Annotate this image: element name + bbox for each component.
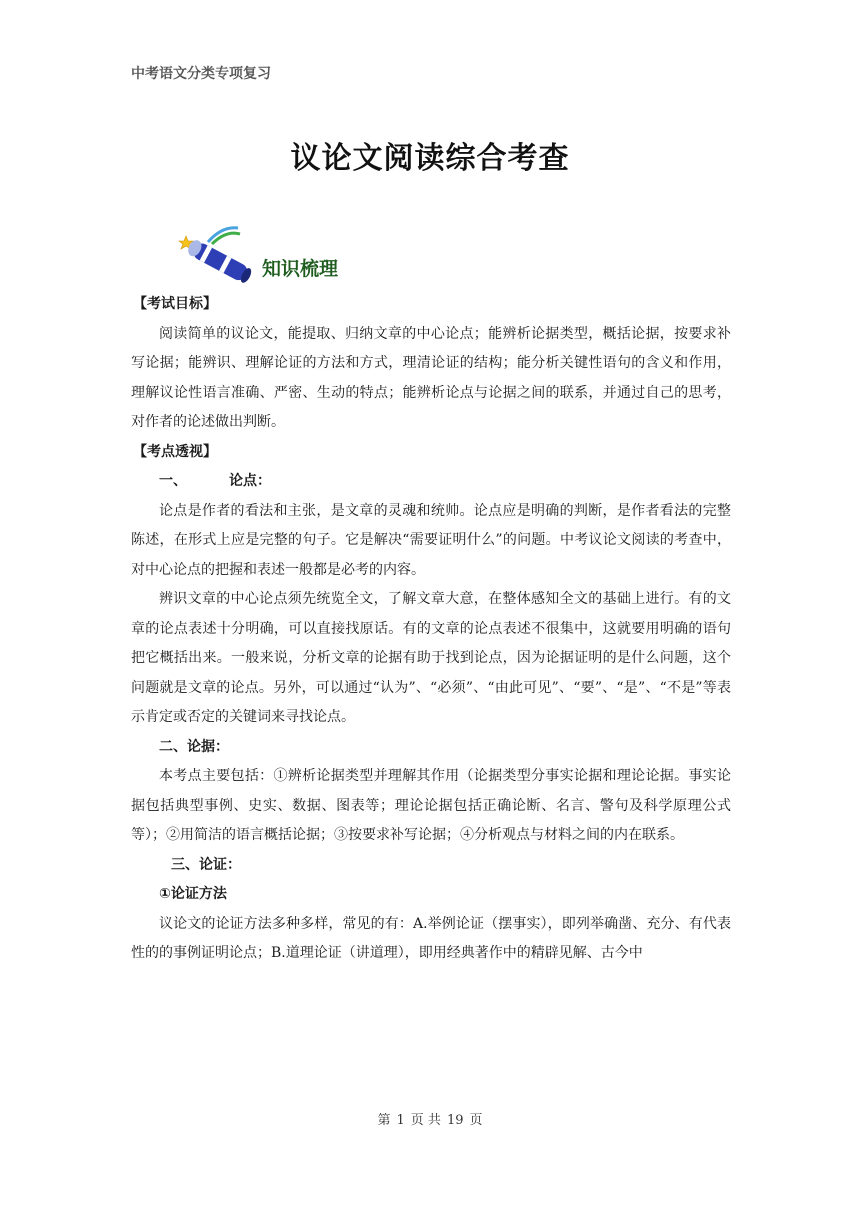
section-two-heading: 二、论据： (159, 738, 229, 755)
focus-heading: 【考点透视】 (133, 443, 217, 460)
series-header: 中考语文分类专项复习 (131, 66, 271, 82)
evidence-paragraph: 本考点主要包括：①辨析论据类型并理解其作用（论据类型分事实论据和理论论据。事实论据包括典型事例、史实、数据、图表等；理论论据包括正确论断、名言、警句及科学原理公式等）；②用简洁的语言概括论据；③按要求补写论据；④分析观点与材料之间的内在联系。 (131, 768, 731, 843)
section-three-heading: 三、论证： (171, 856, 241, 873)
exam-goal-heading: 【考试目标】 (133, 296, 217, 312)
footer-mid: 页 共 (410, 1113, 441, 1128)
footer-post: 页 (469, 1113, 483, 1128)
section-one-title: 论点： (229, 473, 271, 489)
document-body (131, 290, 731, 969)
footer-pre: 第 (377, 1113, 391, 1128)
exam-goal-paragraph: 阅读简单的议论文，能提取、归纳文章的中心论点；能辨析论据类型，概括论据，按要求补写论据；能辨识、理解论证的方法和方式，理清论证的结构；能分析关键性语句的含义和作用，理解议论性语言准确、严密、生动的特点；能辨析论点与论据之间的联系，并通过自己的思考，对作者的论述做出判断。 (131, 325, 731, 430)
section-one-heading (131, 467, 731, 497)
argument-method-paragraph: 议论文的论证方法多种多样，常见的有：A.举例论证（摆事实），即列举确凿、充分、有代表性的的事例证明论点；B.道理论证（讲道理），即用经典著作中的精辟见解、古今中 (131, 915, 731, 961)
footer-total-pages: 19 (446, 1113, 464, 1128)
argument-method-subheading: ①论证方法 (159, 886, 227, 902)
claim-paragraph-2: 辨识文章的中心论点须先统览全文，了解文章大意，在整体感知全文的基础上进行。有的文章的论点表述十分明确，可以直接找原话。有的文章的论点表述不很集中，这就要用明确的语句把它概括出来。一般来说，分析文章的论据有助于找到论点，因为论据证明的是什么问题，这个问题就是文章的论点。另外，可以通过“认为”、“必须”、“由此可见”、“要”、“是”、“不是”等表示肯定或否定的关键词来寻找论点。 (131, 591, 731, 725)
claim-paragraph-1: 论点是作者的看法和主张，是文章的灵魂和统帅。论点应是明确的判断，是作者看法的完整陈述，在形式上应是完整的句子。它是解决“需要证明什么”的问题。中考议论文阅读的考查中，对中心论点的把握和表述一般都是必考的内容。 (131, 502, 731, 578)
section-label: 知识梳理 (262, 258, 339, 280)
page-title: 议论文阅读综合考查 (290, 141, 570, 176)
footer-page-number: 1 (396, 1113, 405, 1128)
page-footer (0, 1109, 860, 1128)
section-one-number: 一、 (159, 473, 187, 489)
